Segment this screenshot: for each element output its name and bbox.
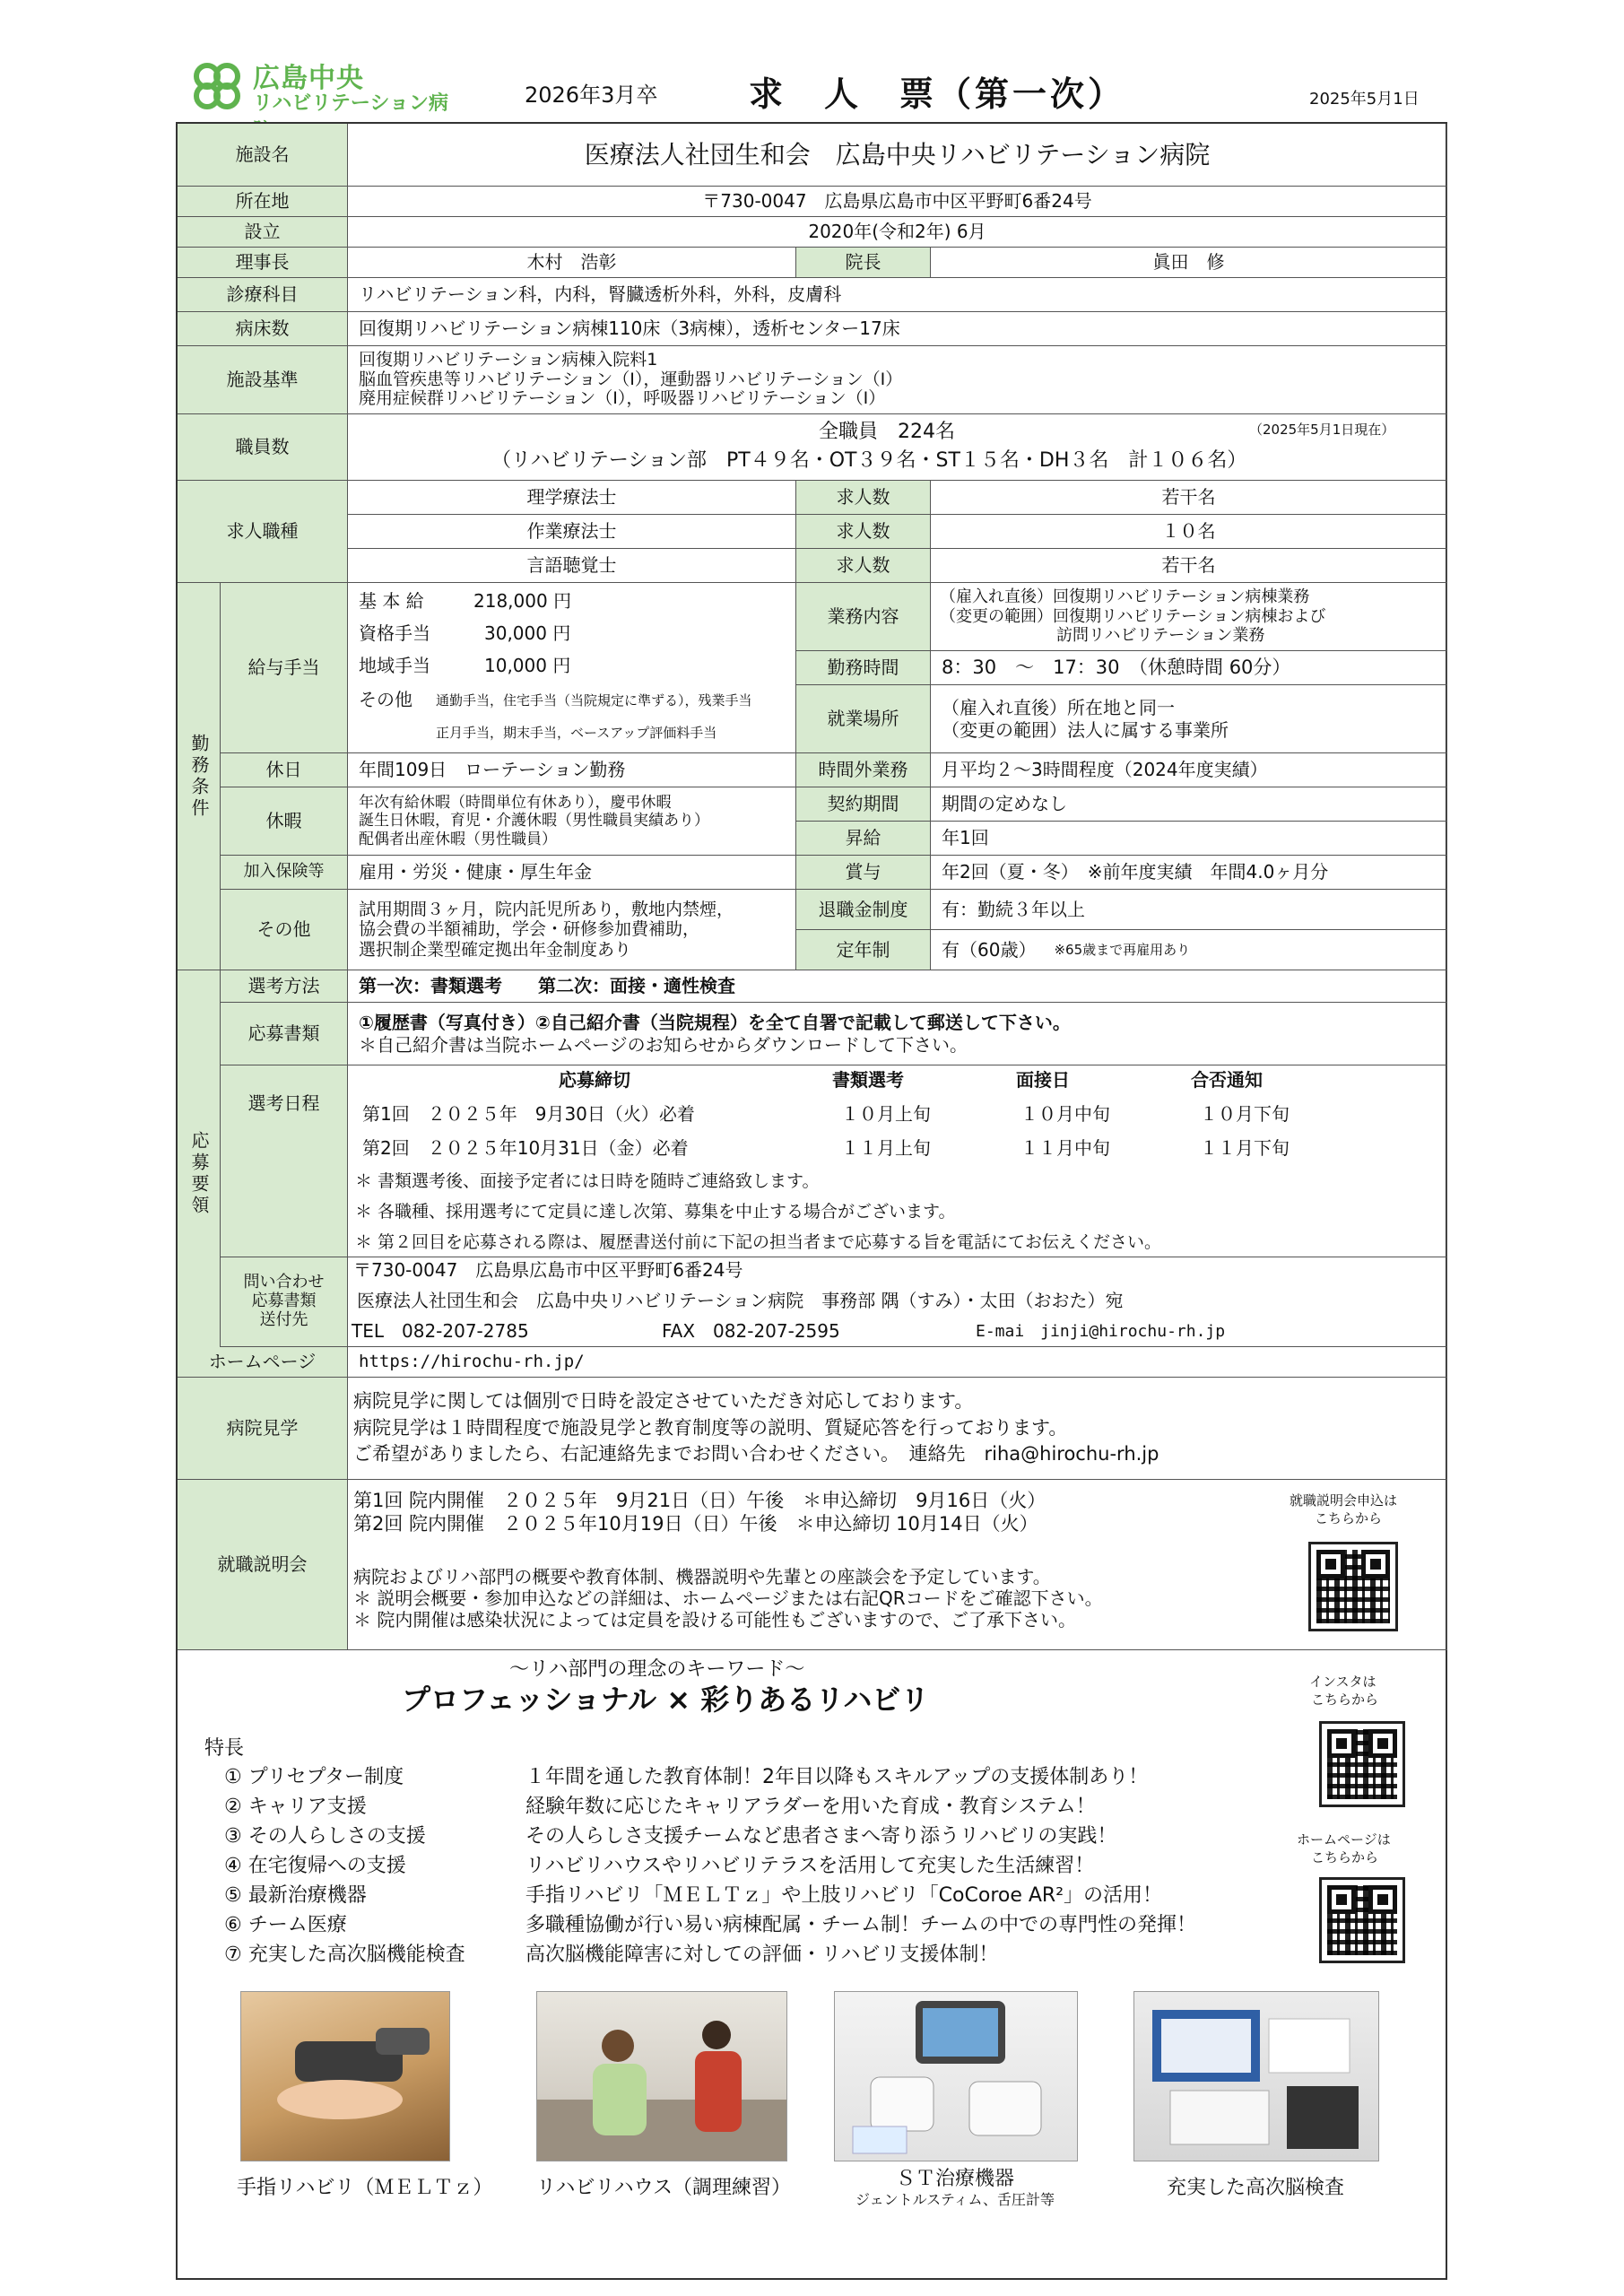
- feature-name: ④ 在宅復帰への支援: [224, 1855, 406, 1877]
- standards: [348, 346, 1447, 414]
- feature-desc: リハビリハウスやリハビリテラスを活用して充実した生活練習！: [525, 1855, 1095, 1877]
- facility-address: 〒730-0047 広島県広島市中区平野町6番24号: [348, 187, 1447, 217]
- leave-line: 誕生日休暇，育児・介護休暇（男性職員実績あり）: [359, 812, 709, 831]
- photo-caption: 充実した高次脳検査: [1166, 2177, 1344, 2199]
- director-name: 眞田 修: [931, 248, 1447, 278]
- application-text: 応募要領: [188, 1130, 210, 1217]
- label-seminar: 就職説明会: [178, 1480, 348, 1650]
- label-salary: 給与手当: [221, 583, 348, 753]
- feature-name: ② キャリア支援: [224, 1796, 367, 1818]
- staff-asof: （2025年5月1日現在）: [1249, 422, 1395, 438]
- label-standards: 施設基準: [178, 346, 348, 414]
- label-application: [178, 970, 221, 1378]
- schedule-interview: １０月中旬: [1020, 1103, 1110, 1125]
- label-leave: 休暇: [221, 787, 348, 856]
- homepage-url[interactable]: https://hirochu-rh.jp/: [348, 1347, 1447, 1378]
- seminar-line: 第1回 院内開催 ２０２５年 9月21日（日）午後 ＊申込締切 9月16日（火）: [353, 1490, 1046, 1511]
- schedule-deadline: 第2回 ２０２５年10月31日（金）必着: [362, 1137, 689, 1159]
- photo-subcaption: ジェントルスティム、舌圧計等: [855, 2191, 1055, 2208]
- label-chairman: 理事長: [178, 248, 348, 278]
- feature-desc: 多職種協働が行い易い病棟配属・チーム制！チームの中での専門性の発揮！: [525, 1914, 1197, 1936]
- salary-key: 地域手当: [359, 655, 430, 676]
- working-hours: 8：30 ～ 17：30 （休憩時間 60分）: [931, 651, 1447, 685]
- photo-st-devices: [834, 1991, 1078, 2161]
- retirement-pay: 有：勤続３年以上: [931, 890, 1447, 930]
- label-address: 所在地: [178, 187, 348, 217]
- salary-key: 基 本 給: [359, 590, 424, 612]
- workplace-line: （雇入れ直後）所在地と同一: [942, 696, 1175, 718]
- label-retirement-age: 定年制: [796, 930, 931, 970]
- others-line: 試用期間３ヶ月，院内託児所あり，敷地内禁煙，: [359, 899, 734, 919]
- photo-melt-finger-rehab: [240, 1991, 450, 2161]
- staff-cell: [348, 414, 1447, 481]
- schedule-doc: １０月上旬: [841, 1103, 931, 1125]
- label-contact: [221, 1257, 348, 1347]
- tour-line: 病院見学は１時間程度で施設見学と教育制度等の説明、質疑応答を行っております。: [353, 1416, 1068, 1439]
- seminar-qr-caption-1: 就職説明会申込は: [1290, 1492, 1398, 1509]
- label-director: 院長: [796, 248, 931, 278]
- seminar-line: 第2回 院内開催 ２０２５年10月19日（日）午後 ＊申込締切 10月14日（火）: [353, 1513, 1038, 1535]
- contact-label-line: 応募書類: [251, 1292, 317, 1311]
- duties: [931, 583, 1447, 651]
- leave: [348, 787, 796, 856]
- label-retirement-pay: 退職金制度: [796, 890, 931, 930]
- label-bonus: 賞与: [796, 856, 931, 890]
- job-name: 言語聴覚士: [348, 549, 796, 583]
- staff-total: 全職員 224名: [819, 421, 955, 443]
- others-line: 選択制企業型確定拠出年金制度あり: [359, 939, 632, 960]
- workplace: [931, 685, 1447, 753]
- label-departments: 診療科目: [178, 278, 348, 312]
- job-count: 若干名: [931, 481, 1447, 515]
- hospital-logo: [190, 56, 450, 118]
- documents: [348, 1003, 1447, 1065]
- hand-device-icon: [241, 1992, 449, 2161]
- facility-name: 医療法人社団生和会 広島中央リハビリテーション病院: [348, 124, 1447, 187]
- contact-tel: TEL 082-207-2785: [352, 1320, 529, 1342]
- feature-desc: １年間を通した教育体制！2年目以降もスキルアップの支援体制あり！: [525, 1766, 1149, 1788]
- label-staff: 職員数: [178, 414, 348, 481]
- contact-address: 〒730-0047 広島県広島市中区平野町6番24号: [353, 1259, 743, 1281]
- method-second: 第二次：面接・適性検査: [538, 975, 735, 996]
- insta-caption-1: インスタは: [1309, 1674, 1376, 1690]
- label-work-conditions: [178, 583, 221, 970]
- documents-line-2: ＊自己紹介書は当院ホームページのお知らせからダウンロードして下さい。: [359, 1033, 968, 1056]
- homepage-qr-code-icon[interactable]: [1322, 1880, 1403, 1961]
- feature-desc: 経験年数に応じたキャリアラダーを用いた育成・教育システム！: [525, 1796, 1096, 1818]
- raise: 年1回: [931, 822, 1447, 856]
- people-cooking-icon: [537, 1992, 786, 2161]
- test-kits-icon: [1134, 1992, 1378, 2161]
- label-duties: 業務内容: [796, 583, 931, 651]
- schedule-note: ＊ 書類選考後、面接予定者には日時を随時ご連絡致します。: [355, 1171, 820, 1191]
- method-first: 第一次：書類選考: [359, 975, 502, 996]
- photo-rehab-house-cooking: [536, 1991, 787, 2161]
- label-job-count: 求人数: [796, 481, 931, 515]
- homepage-qr-caption-1: ホームページは: [1297, 1831, 1391, 1848]
- label-established: 設立: [178, 217, 348, 248]
- schedule-result: １１月下旬: [1200, 1137, 1290, 1159]
- work-conditions-text: 勤務条件: [188, 733, 210, 820]
- standard-line: 回復期リハビリテーション病棟入院料1: [359, 349, 658, 370]
- salary-other-2: 正月手当，期末手当，ベースアップ評価料手当: [436, 725, 717, 741]
- label-holidays: 休日: [221, 753, 348, 787]
- feature-name: ③ その人らしさの支援: [224, 1825, 426, 1848]
- retirement-age-value: 有（60歳）: [942, 938, 1037, 961]
- medical-device-icon: [835, 1992, 1077, 2161]
- job-name: 作業療法士: [348, 515, 796, 549]
- label-hours: 勤務時間: [796, 651, 931, 685]
- insta-caption-2: こちらから: [1311, 1692, 1379, 1708]
- schedule-doc: １１月上旬: [841, 1137, 931, 1159]
- leave-line: 年次有給休暇（時間単位有休あり），慶弔休暇: [359, 793, 672, 812]
- seminar-cell: [348, 1480, 1447, 1650]
- graduation-year: 2026年3月卒: [525, 83, 658, 108]
- feature-name: ⑤ 最新治療機器: [224, 1884, 367, 1907]
- label-schedule: 選考日程: [221, 1065, 348, 1257]
- page-header: [0, 0, 1624, 126]
- schedule-note: ＊ 第２回目を応募される際は、履歴書送付前に下記の担当者まで応募する旨を電話にてお伝えください。: [355, 1232, 1162, 1252]
- feature-name: ⑦ 充実した高次脳機能検査: [224, 1944, 465, 1966]
- label-selection-method: 選考方法: [221, 970, 348, 1003]
- feature-desc: その人らしさ支援チームなど患者さまへ寄り添うリハビリの実践！: [525, 1825, 1117, 1848]
- job-name: 理学療法士: [348, 481, 796, 515]
- feature-desc: 高次脳機能障害に対しての評価・リハビリ支援体制！: [525, 1944, 999, 1966]
- others-line: 協会費の半額補助，学会・研修参加費補助，: [359, 919, 700, 940]
- schedule-head: 面接日: [1016, 1069, 1070, 1091]
- photo-caption: 手指リハビリ（ＭＥＬＴｚ）: [237, 2177, 493, 2199]
- contact-mail[interactable]: E-mai jinji@hirochu-rh.jp: [976, 1322, 1226, 1341]
- schedule-interview: １１月中旬: [1020, 1137, 1110, 1159]
- bonus: 年2回（夏・冬） ※前年度実績 年間4.0ヶ月分: [931, 856, 1447, 890]
- contact-org: 医療法人社団生和会 広島中央リハビリテーション病院 事務部 隅（すみ）・太田（おおた）宛: [357, 1290, 1124, 1311]
- seminar-qr-code-icon[interactable]: [1311, 1544, 1395, 1629]
- issue-date: 2025年5月1日: [1309, 90, 1420, 109]
- photo-caption: リハビリハウス（調理練習）: [536, 2177, 792, 2199]
- photo-cognitive-tests: [1133, 1991, 1379, 2161]
- departments: リハビリテーション科，内科，腎臓透析外科，外科，皮膚科: [348, 278, 1447, 312]
- standard-line: 廃用症候群リハビリテーション（Ⅰ），呼吸器リハビリテーション（Ⅰ）: [359, 388, 886, 409]
- clover-logo-icon: [190, 59, 244, 113]
- label-beds: 病床数: [178, 312, 348, 346]
- feature-name: ① プリセプター制度: [224, 1766, 404, 1788]
- holidays: 年間109日 ローテーション勤務: [348, 753, 796, 787]
- label-workplace: 就業場所: [796, 685, 931, 753]
- page-title: 求 人 票（第一次）: [749, 74, 1126, 114]
- schedule-result: １０月下旬: [1200, 1103, 1290, 1125]
- overtime: 月平均２～3時間程度（2024年度実績）: [931, 753, 1447, 787]
- documents-line-1: ①履歴書（写真付き）②自己紹介書（当院規程）を全て自署で記載して郵送して下さい。: [359, 1011, 1071, 1033]
- label-overtime: 時間外業務: [796, 753, 931, 787]
- beds: 回復期リハビリテーション病棟110床（3病棟），透析センター17床: [348, 312, 1447, 346]
- seminar-note: 病院およびリハ部門の概要や教育体制、機器説明や先輩との座談会を予定しています。: [353, 1566, 1051, 1587]
- duty-line: （雇入れ直後）回復期リハビリテーション病棟業務: [940, 587, 1310, 607]
- photo-caption: ＳＴ治療機器: [895, 2168, 1014, 2190]
- homepage-qr-caption-2: こちらから: [1311, 1849, 1379, 1866]
- retirement-note: ※65歳まで再雇用あり: [1054, 941, 1191, 958]
- duty-line: （変更の範囲）回復期リハビリテーション病棟および: [940, 606, 1326, 626]
- leave-line: 配偶者出産休暇（男性職員）: [359, 830, 557, 848]
- salary-value: 30,000 円: [484, 622, 571, 644]
- label-documents: 応募書類: [221, 1003, 348, 1065]
- schedule-head: 応募締切: [559, 1069, 630, 1091]
- seminar-note: ＊ 説明会概要・参加申込などの詳細は、ホームページまたは右記QRコードをご確認下さい。: [353, 1587, 1103, 1609]
- feature-name: ⑥ チーム医療: [224, 1914, 347, 1936]
- label-job-count: 求人数: [796, 515, 931, 549]
- logo-text-1: 広島中央: [253, 63, 364, 94]
- selection-method: [348, 970, 1447, 1003]
- workplace-line: （変更の範囲）法人に属する事業所: [942, 718, 1229, 741]
- seminar-note: ＊ 院内開催は感染状況によっては定員を設ける可能性もございますので、ご了承下さい。: [353, 1609, 1076, 1631]
- label-homepage: ホームページ: [178, 1347, 348, 1378]
- job-count: 若干名: [931, 549, 1447, 583]
- salary-other-key: その他: [359, 689, 413, 710]
- salary-value: 10,000 円: [484, 655, 571, 676]
- contact-fax: FAX 082-207-2595: [662, 1320, 840, 1342]
- label-tour: 病院見学: [178, 1378, 348, 1480]
- salary-cell: [348, 583, 796, 753]
- job-sheet-table: [176, 122, 1447, 2280]
- feature-desc: 手指リハビリ「ＭＥＬＴｚ」や上肢リハビリ「CoCoroe AR²」の活用！: [525, 1884, 1163, 1907]
- label-job-type: 求人職種: [178, 481, 348, 583]
- features-label: 特長: [204, 1737, 245, 1760]
- schedule-note: ＊ 各職種、採用選考にて定員に達し次第、募集を中止する場合がございます。: [355, 1202, 956, 1222]
- features-section: [178, 1650, 1447, 2280]
- salary-key: 資格手当: [359, 622, 430, 644]
- label-others: その他: [221, 890, 348, 970]
- job-count: １０名: [931, 515, 1447, 549]
- contact-label-line: 問い合わせ: [243, 1273, 325, 1292]
- insurance: 雇用・労災・健康・厚生年金: [348, 856, 796, 890]
- salary-value: 218,000 円: [473, 590, 572, 612]
- schedule-head: 書類選考: [832, 1069, 904, 1091]
- standard-line: 脳血管疾患等リハビリテーション（Ⅰ），運動器リハビリテーション（Ⅰ）: [359, 369, 903, 389]
- schedule-head: 合否通知: [1191, 1069, 1263, 1091]
- contact-cell: [348, 1257, 1447, 1347]
- keyword-title: ～リハ部門の理念のキーワード～: [509, 1658, 805, 1681]
- seminar-qr-caption-2: こちらから: [1315, 1510, 1383, 1526]
- label-facility-name: 施設名: [178, 124, 348, 187]
- schedule-cell: [348, 1065, 1447, 1257]
- salary-other-1: 通勤手当，住宅手当（当院規定に準ずる），残業手当: [436, 692, 752, 709]
- tour-line: ご希望がありましたら、右記連絡先までお問い合わせください。 連絡先 riha@hirochu-rh.jp: [353, 1443, 1159, 1465]
- label-job-count: 求人数: [796, 549, 931, 583]
- label-insurance: 加入保険等: [221, 856, 348, 890]
- retirement-age: [931, 930, 1447, 970]
- contact-label-line: 送付先: [259, 1309, 308, 1329]
- contract: 期間の定めなし: [931, 787, 1447, 822]
- schedule-deadline: 第1回 ２０２５年 9月30日（火）必着: [362, 1103, 695, 1125]
- established-date: 2020年(令和2年) 6月: [348, 217, 1447, 248]
- label-contract: 契約期間: [796, 787, 931, 822]
- keyword: プロフェッショナル × 彩りあるリハビリ: [402, 1683, 930, 1717]
- staff-detail: （リハビリテーション部 PT４９名・OT３９名・ST１５名・DH３名 計１０６名）: [491, 449, 1247, 472]
- chairman-name: 木村 浩彰: [348, 248, 796, 278]
- tour-line: 病院見学に関しては個別で日時を設定させていただき対応しております。: [353, 1390, 974, 1413]
- tour-info: [348, 1378, 1447, 1480]
- logo-text-2: リハビリテーション病: [253, 92, 449, 115]
- label-raise: 昇給: [796, 822, 931, 856]
- others: [348, 890, 796, 970]
- instagram-qr-code-icon[interactable]: [1322, 1724, 1403, 1805]
- duty-line: 訪問リハビリテーション業務: [1056, 626, 1265, 646]
